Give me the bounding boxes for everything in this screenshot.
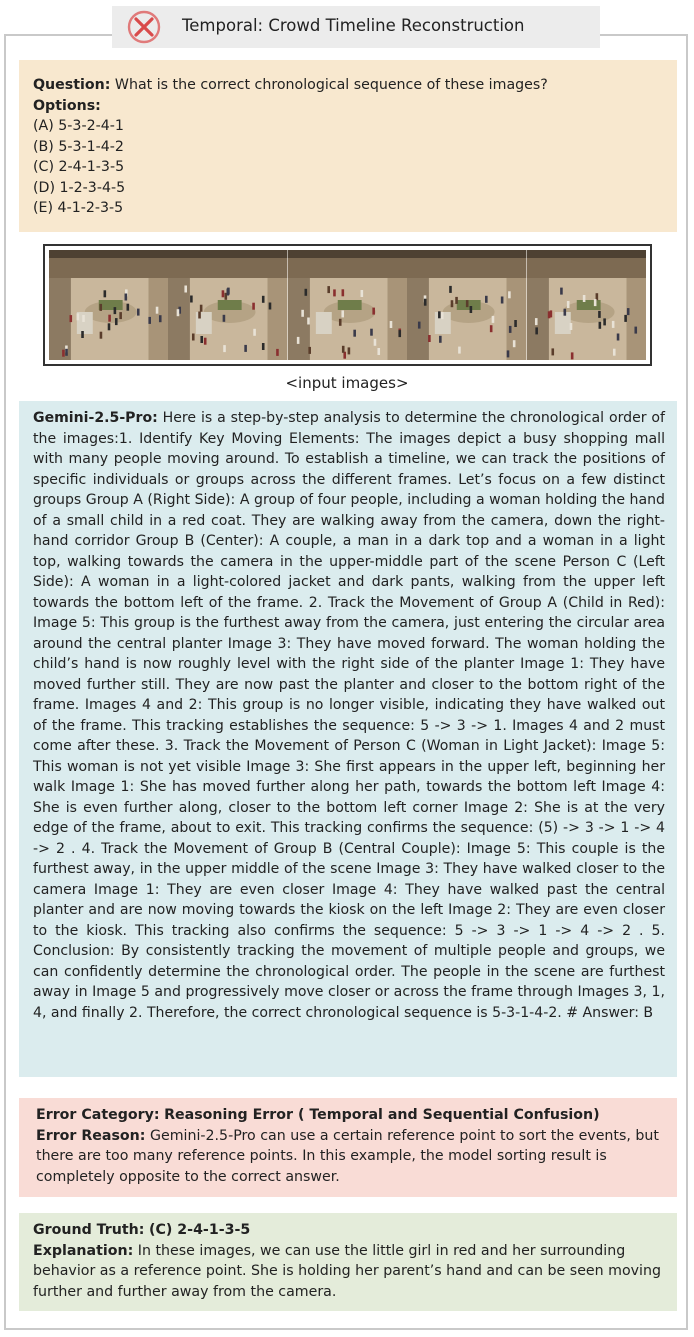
page-title: Temporal: Crowd Timeline Reconstruction [182,16,525,35]
header [112,6,600,48]
error-reason-label: Error Reason: [36,1127,146,1144]
question-panel [19,60,677,232]
question-text: What is the correct chronological sequence of these images? [114,77,548,93]
model-analysis-panel [19,401,677,1077]
option-a: (A) 5-3-2-4-1 [33,118,124,134]
ground-truth-label: Ground Truth: [33,1222,145,1238]
error-panel [19,1098,677,1197]
question-line [33,75,663,96]
model-analysis-text: Here is a step-by-step analysis to determine the chronological order of the images:1. Identify Key Moving Elements: The images depict a busy shopping mall with many people moving around. To establish a timeline, we can track the positions of specific individuals or groups across the different frames. Let’s focus on a few distinct groups Group A (Right Side): A group of four people, including a woman holding the hand of a small child in a red coat. They are walking away from the camera, down the right-hand corridor Group B (Center): A couple, a man in a dark top and a woman in a light top, walking towards the camera in the upper-middle part of the scene Person C (Left Side): A woman in a light-colored jacket and dark pants, walking from the upper left towards the bottom left of the frame. 2. Track the Movement of Group A (Child in Red): Image 5: This group is the furthest away from the camera, just entering the circular area around the central planter Image 3: They have moved forward. The woman holding the child’s hand is now roughly level with the right side of the planter Image 1: They have moved further still. They are now past the planter and closer to the bottom right of the frame. Images 4 and 2: This group is no longer visible, indicating they have walked out of the frame. This tracking establishes the sequence: 5 -> 3 -> 1. Images 4 and 2 must come after these. 3. Track the Movement of Person C (Woman in Light Jacket): Image 5: This woman is not yet visible Image 3: She first appears in the upper left, beginning her walk Image 1: She has moved further along her path, towards the bottom left Image 4: She is even further along, closer to the bottom left corner Image 2: She is at the very edge of the frame, about to exit. This tracking confirms the sequence: (5) -> 3 -> 1 -> 4 -> 2 . 4. Track the Movement of Group B (Central Couple): Image 5: This couple is the furthest away, in the upper middle of the scene Image 3: They have walked closer to the camera Image 1: They are even closer Image 4: They have walked past the central planter and are now moving towards the kiosk on the left Image 2: They are even closer to the kiosk. This tracking also confirms the sequence: 5 -> 3 -> 1 -> 4 -> 2 . 5. Conclusion: By consistently tracking the movement of multiple people and groups, we can confidently determine the chronological order. The people in the scene are furthest away in Image 5 and progressively move closer or across the frame through Images 3, 1, 4, and finally 2. Therefore, the correct chronological sequence is 5-3-1-4-2. # Answer: B [33,410,665,1021]
options-label: Options: [33,97,101,114]
explanation-line [33,1241,663,1303]
error-category-label: Error Category: [36,1107,160,1123]
error-category: Reasoning Error ( Temporal and Sequential Confusion) [164,1107,600,1123]
mall-image-1 [49,250,168,360]
error-reason: Gemini-2.5-Pro can use a certain reference point to sort the events, but there are too many reference points. In this example, the model sorting result is completely opposite to the correct answer. [36,1127,659,1185]
image-strip [49,250,646,360]
option-e: (E) 4-1-2-3-5 [33,200,124,216]
error-category-line [36,1105,663,1126]
ground-truth-line [33,1220,663,1241]
ground-truth-value: (C) 2-4-1-3-5 [148,1222,251,1238]
option-b: (B) 5-3-1-4-2 [33,138,124,155]
question-label: Question: [33,77,111,93]
mall-image-2 [168,250,287,360]
model-label: Gemini-2.5-Pro: [33,410,158,426]
option-c: (C) 2-4-1-3-5 [33,159,125,175]
mall-image-5 [527,250,646,360]
explanation-label: Explanation: [33,1242,134,1259]
mall-image-4 [407,250,526,360]
x-circle-icon [124,9,164,45]
explanation-text: In these images, we can use the little girl in red and her surrounding behavior as a reference point. She is holding her parent’s hand and can be seen moving further and further away from the camera. [33,1242,661,1300]
input-images-box [43,244,652,366]
ground-truth-panel [19,1213,677,1311]
mall-image-3 [288,250,407,360]
images-caption: <input images> [285,374,409,392]
option-d: (D) 1-2-3-4-5 [33,179,126,196]
error-reason-line [36,1126,663,1188]
